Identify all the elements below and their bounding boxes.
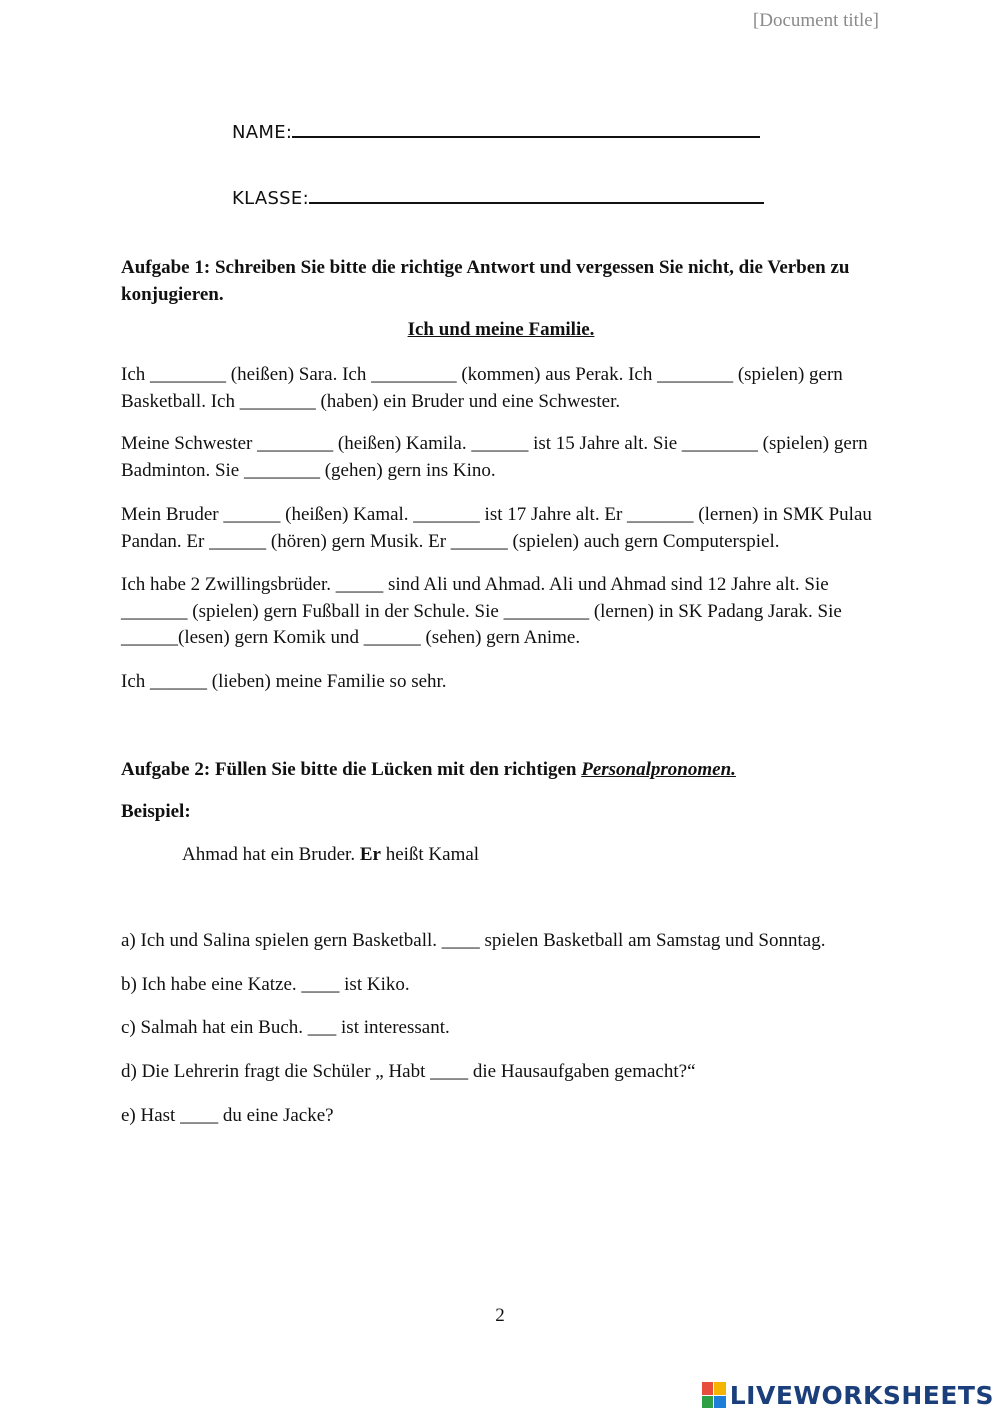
task1-paragraph: Meine Schwester ________ (heißen) Kamila. ______ ist 15 Jahre alt. Sie ________ (spielen) gern Badminton. Sie ________ (gehen) gern ins Kino. bbox=[121, 433, 868, 481]
logo-icon bbox=[702, 1382, 726, 1408]
task2-instruction-text: Aufgabe 2: Füllen Sie bitte die Lücken mit den richtigen bbox=[121, 759, 582, 780]
name-field bbox=[232, 122, 760, 143]
brand-name: LIVEWORKSHEETS bbox=[729, 1380, 994, 1410]
example-pronoun: Er bbox=[359, 844, 381, 865]
page-number: 2 bbox=[495, 1305, 505, 1326]
task2-instruction bbox=[121, 757, 881, 784]
exercise-item: c) Salmah hat ein Buch. ___ ist interessant. bbox=[121, 1017, 450, 1038]
example-text: Ahmad hat ein Bruder. bbox=[182, 844, 360, 865]
name-input-line[interactable] bbox=[292, 122, 760, 138]
liveworksheets-logo[interactable] bbox=[702, 1378, 994, 1412]
exercise-item: b) Ich habe eine Katze. ____ ist Kiko. bbox=[121, 974, 410, 995]
class-field bbox=[232, 188, 764, 209]
exercise-item: d) Die Lehrerin fragt die Schüler „ Habt ____ die Hausaufgaben gemacht?“ bbox=[121, 1061, 696, 1082]
name-label: NAME: bbox=[232, 122, 293, 143]
exercise-item: e) Hast ____ du eine Jacke? bbox=[121, 1105, 334, 1126]
example-sentence bbox=[182, 842, 942, 869]
document-title: [Document title] bbox=[752, 10, 879, 31]
task1-instruction: Aufgabe 1: Schreiben Sie bitte die richtige Antwort und vergessen Sie nicht, die Verben zu konjugieren. bbox=[121, 257, 850, 305]
task1-paragraph: Ich habe 2 Zwillingsbrüder. _____ sind Ali und Ahmad. Ali und Ahmad sind 12 Jahre alt. Sie _______ (spielen) gern Fußball in der Schule. Sie _________ (lernen) in SK Padang Jarak. Sie ______(lesen) gern Komik und ______ (sehen) gern Anime. bbox=[121, 574, 842, 648]
example-text-end: heißt Kamal bbox=[380, 844, 480, 865]
class-label: KLASSE: bbox=[232, 188, 309, 209]
task1-paragraph: Ich ________ (heißen) Sara. Ich _________ (kommen) aus Perak. Ich ________ (spielen) gern Basketball. Ich ________ (haben) ein Bruder und eine Schwester. bbox=[121, 364, 843, 412]
task2-instruction-emphasis: Personalpronomen. bbox=[581, 759, 736, 780]
example-label: Beispiel: bbox=[121, 801, 191, 822]
task1-paragraph: Mein Bruder ______ (heißen) Kamal. _______ ist 17 Jahre alt. Er _______ (lernen) in SMK Pulau Pandan. Er ______ (hören) gern Musik. Er ______ (spielen) auch gern Computerspiel. bbox=[121, 504, 872, 552]
class-input-line[interactable] bbox=[309, 188, 764, 204]
task1-title: Ich und meine Familie. bbox=[407, 319, 595, 340]
task1-paragraph: Ich ______ (lieben) meine Familie so sehr. bbox=[121, 671, 447, 692]
exercise-item: a) Ich und Salina spielen gern Basketball. ____ spielen Basketball am Samstag und Sonntag. bbox=[121, 930, 826, 951]
